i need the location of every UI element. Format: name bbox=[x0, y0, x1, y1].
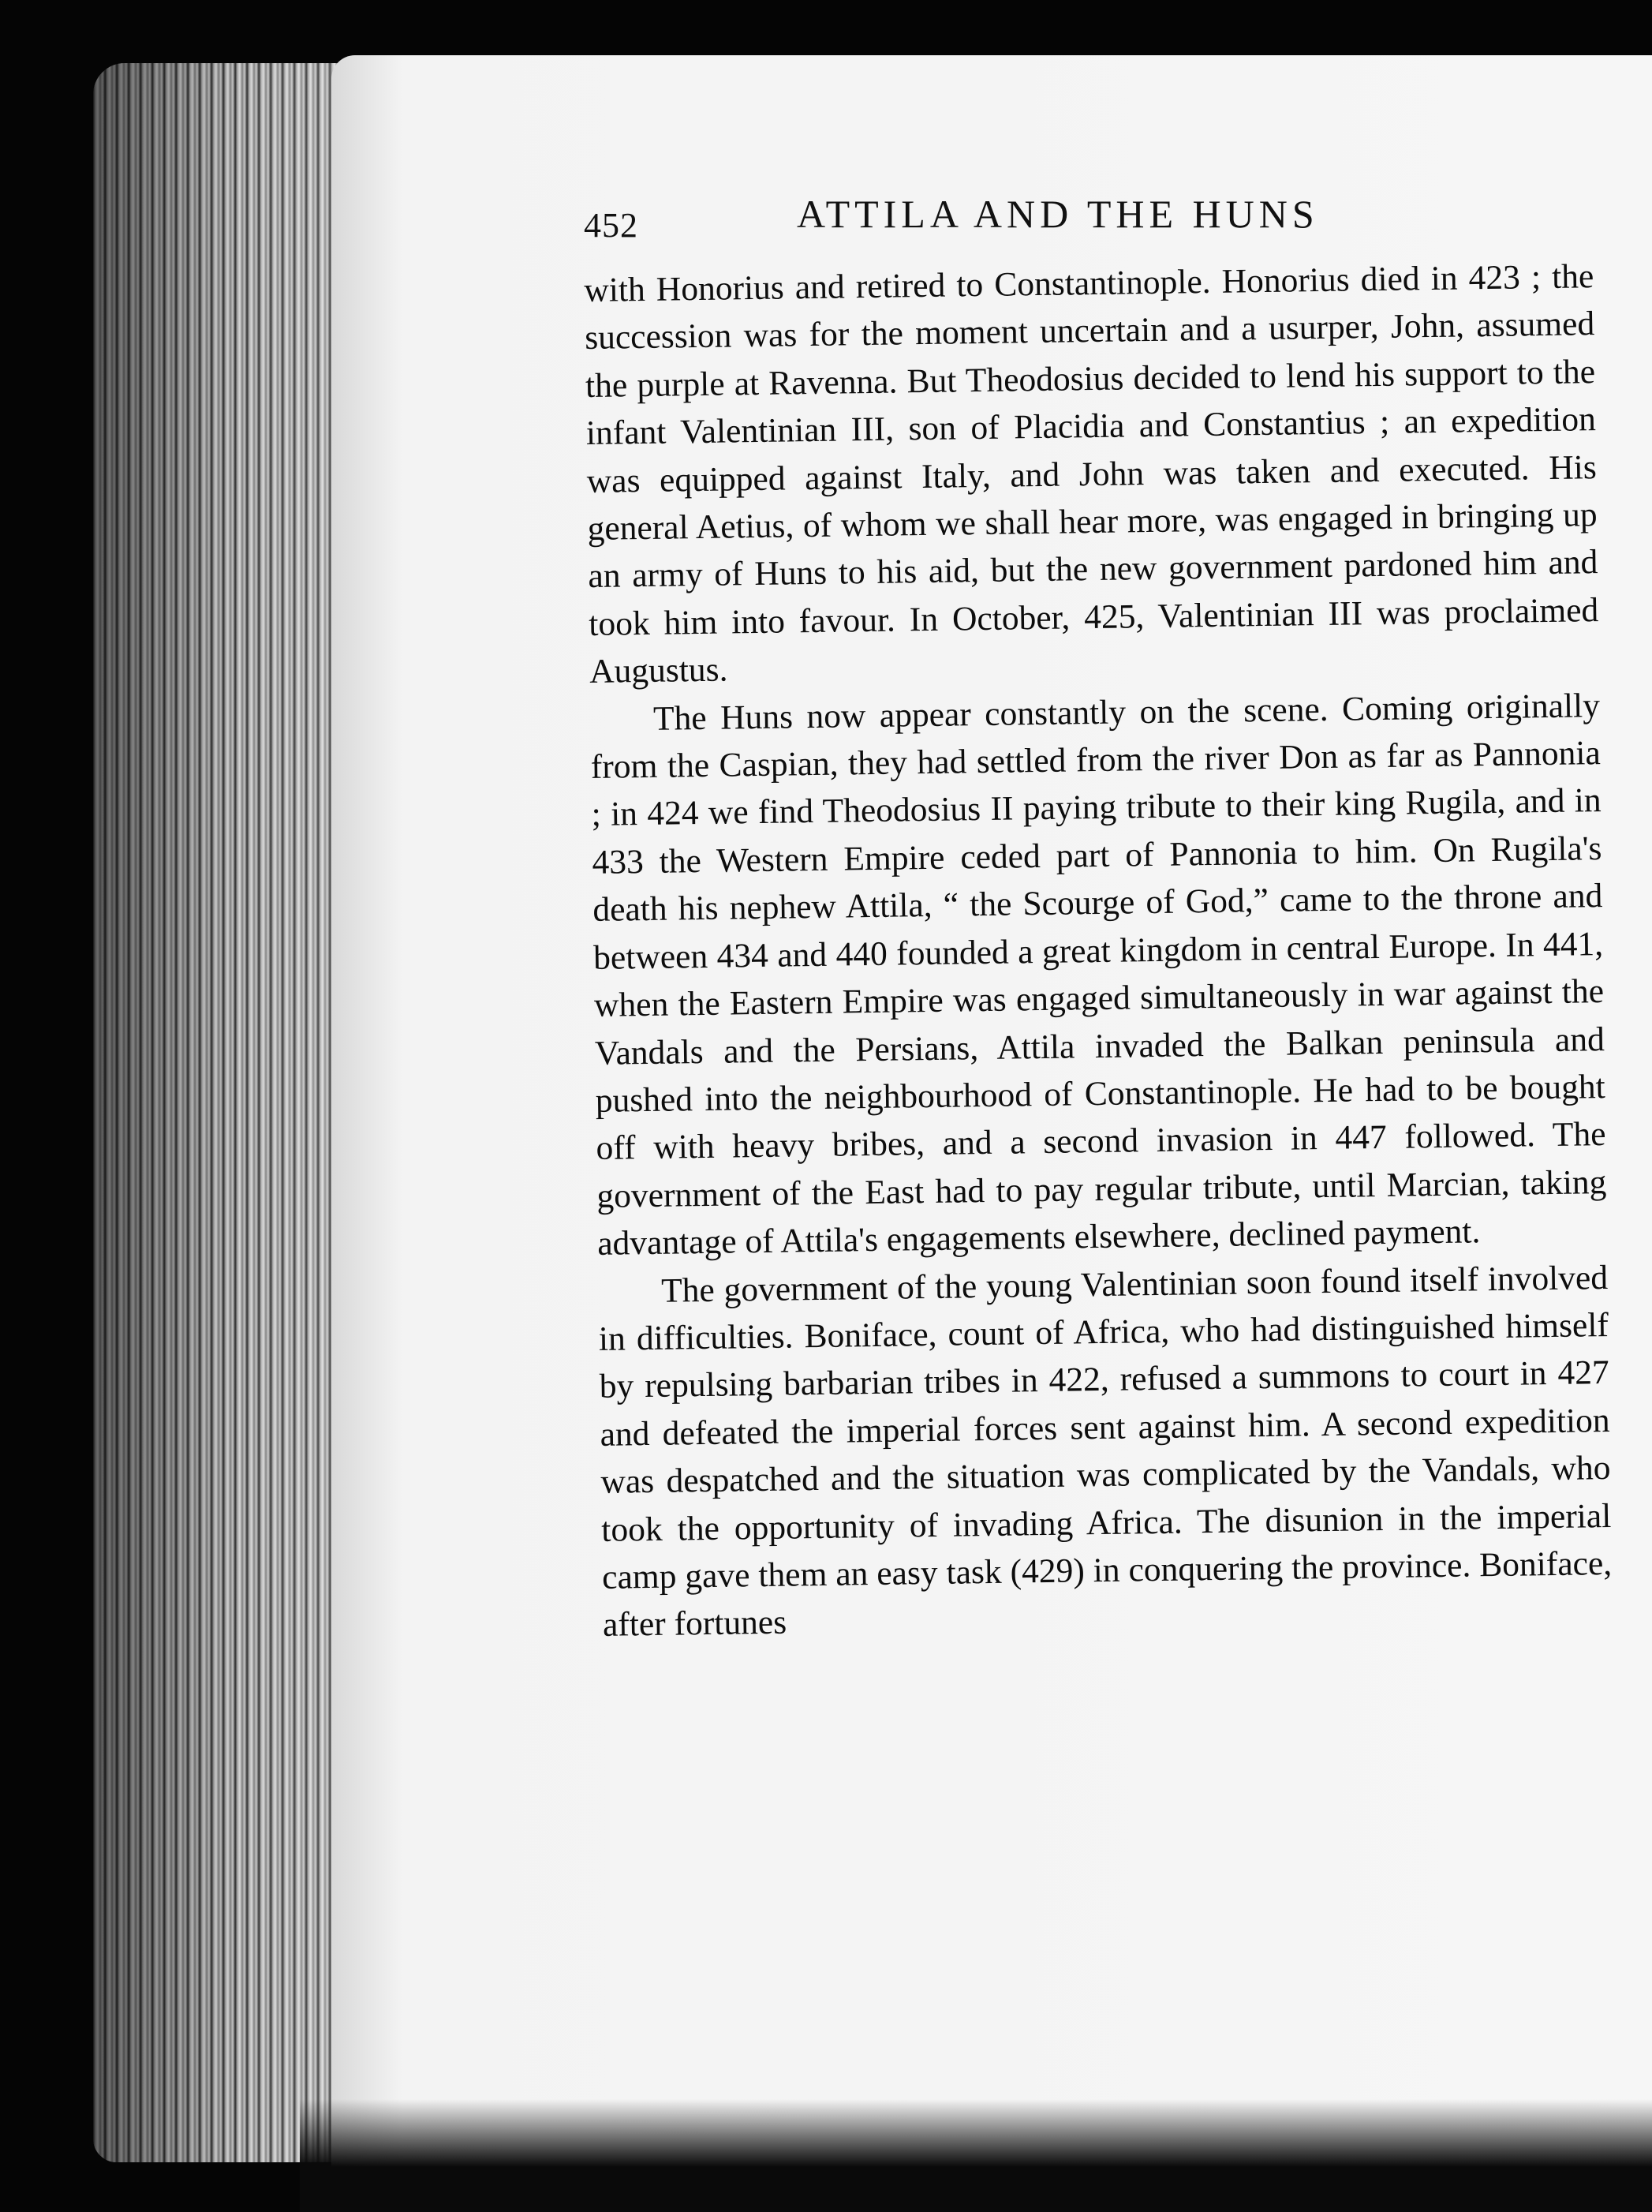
paragraph-3: The government of the young Valentinian soon found itself involved in difficulties. Boniface, count of Africa, who had distinguished himself by repulsing barbarian tribes in 422, refused a summons to court in 427 and defeated the imperial forces sent against him. A second expedition was despatched and the situation was complicated by the Vandals, who took the opportunity of invading Africa. The disunion in the imperial camp gave them an easy task (429) in conquering the province. Boniface, after fortunes bbox=[598, 1258, 1613, 1645]
bottom-shadow bbox=[300, 2099, 1652, 2212]
body-text bbox=[584, 253, 1613, 1649]
page-header bbox=[584, 186, 1617, 249]
paragraph-1: with Honorius and retired to Constantinople. Honorius died in 423 ; the succession was for the moment uncertain and a usurper, John, assumed the purple at Ravenna. But Theodosius decided to lend his support to the infant Valentinian III, son of Placidia and Constantius ; an expedition was equipped against Italy, and John was taken and executed. His general Aetius, of whom we shall hear more, was engaged in bringing up an army of Huns to his aid, but the new government pardoned him and took him into favour. In October, 425, Valentinian III was proclaimed Augustus. bbox=[584, 257, 1599, 691]
page-edges-shadow bbox=[93, 63, 353, 2162]
page-number: 452 bbox=[584, 206, 638, 245]
paragraph-2: The Huns now appear constantly on the scene. Coming originally from the Caspian, they had settled from the river Don as far as Pannonia ; in 424 we find Theodosius II paying tribute to their king Rugila, and in 433 the Western Empire ceded part of Pannonia to him. On Rugila's death his nephew Attila, “ the Scourge of God,” came to the throne and between 434 and 440 founded a great kingdom in central Europe. In 441, when the Eastern Empire was engaged simultaneously in war against the Vandals and the Persians, Attila invaded the Balkan peninsula and pushed into the neighbourhood of Constantinople. He had to be bought off with heavy bribes, and a second invasion in 447 followed. The government of the East had to pay regular tribute, until Marcian, taking advantage of Attila's engagements elsewhere, declined payment. bbox=[590, 686, 1607, 1263]
running-title: ATTILA AND THE HUNS bbox=[797, 192, 1319, 236]
